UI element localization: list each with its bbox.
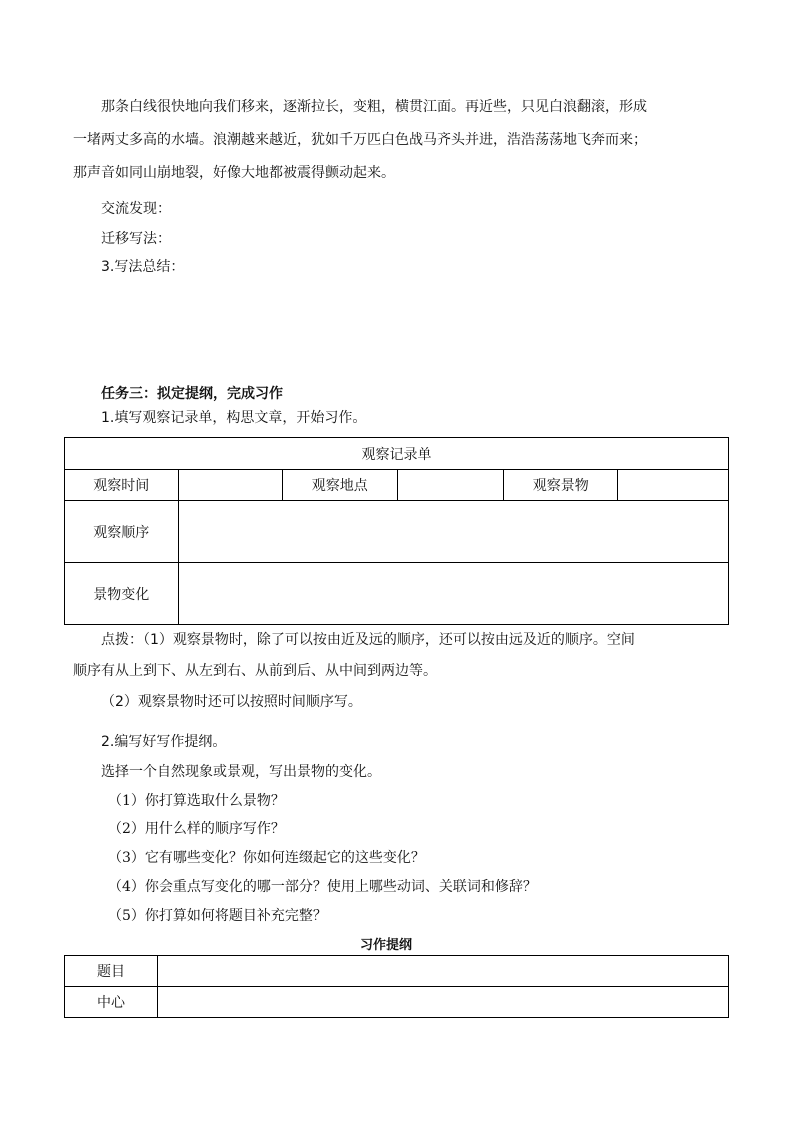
task3-item2: 2.编写好写作提纲。 <box>101 734 227 750</box>
outline-center-field[interactable] <box>158 987 729 1018</box>
writing-outline-table <box>64 955 729 1018</box>
tip-line-3: （2）观察景物时还可以按照时间顺序写。 <box>101 694 362 710</box>
observation-place-field[interactable] <box>397 470 503 501</box>
instruction-text: 选择一个自然现象或景观，写出景物的变化。 <box>101 764 381 780</box>
scenery-change-label: 景物变化 <box>65 563 179 625</box>
question-5: （5）你打算如何将题目补充完整？ <box>108 908 327 924</box>
passage-line-1: 那条白线很快地向我们移来，逐渐拉长，变粗，横贯江面。再近些，只见白浪翻滚，形成 <box>101 99 647 115</box>
tip-line-1: 点拨：（1）观察景物时，除了可以按由近及远的顺序，还可以按由远及近的顺序。空间 <box>101 632 635 648</box>
observation-time-label: 观察时间 <box>65 470 179 501</box>
passage-line-3: 那声音如同山崩地裂，好像大地都被震得颤动起来。 <box>73 165 395 181</box>
task3-item1: 1.填写观察记录单，构思文章，开始习作。 <box>101 410 367 426</box>
outline-topic-field[interactable] <box>158 956 729 987</box>
observation-order-field[interactable] <box>178 501 728 563</box>
exchange-discovery-label: 交流发现： <box>101 201 171 217</box>
record-table-title: 观察记录单 <box>65 438 729 470</box>
observation-time-field[interactable] <box>178 470 282 501</box>
outline-topic-label: 题目 <box>65 956 158 987</box>
observation-scenery-label: 观察景物 <box>503 470 618 501</box>
tip-line-2: 顺序有从上到下、从左到右、从前到后、从中间到两边等。 <box>73 663 437 679</box>
scenery-change-field[interactable] <box>178 563 728 625</box>
writing-summary-label: 3.写法总结： <box>101 259 185 275</box>
passage-line-2: 一堵两丈多高的水墙。浪潮越来越近，犹如千万匹白色战马齐头并进，浩浩荡荡地飞奔而来； <box>73 132 647 148</box>
transfer-method-label: 迁移写法： <box>101 231 171 247</box>
task3-title: 任务三：拟定提纲，完成习作 <box>101 386 283 402</box>
question-3: （3）它有哪些变化？你如何连缀起它的这些变化？ <box>108 850 425 866</box>
question-2: （2）用什么样的顺序写作？ <box>108 821 285 837</box>
outline-center-label: 中心 <box>65 987 158 1018</box>
observation-scenery-field[interactable] <box>618 470 729 501</box>
question-4: （4）你会重点写变化的哪一部分？使用上哪些动词、关联词和修辞？ <box>108 879 537 895</box>
outline-title: 习作提纲 <box>360 938 413 953</box>
observation-place-label: 观察地点 <box>283 470 398 501</box>
observation-order-label: 观察顺序 <box>65 501 179 563</box>
observation-record-table <box>64 437 729 625</box>
question-1: （1）你打算选取什么景物？ <box>108 793 285 809</box>
